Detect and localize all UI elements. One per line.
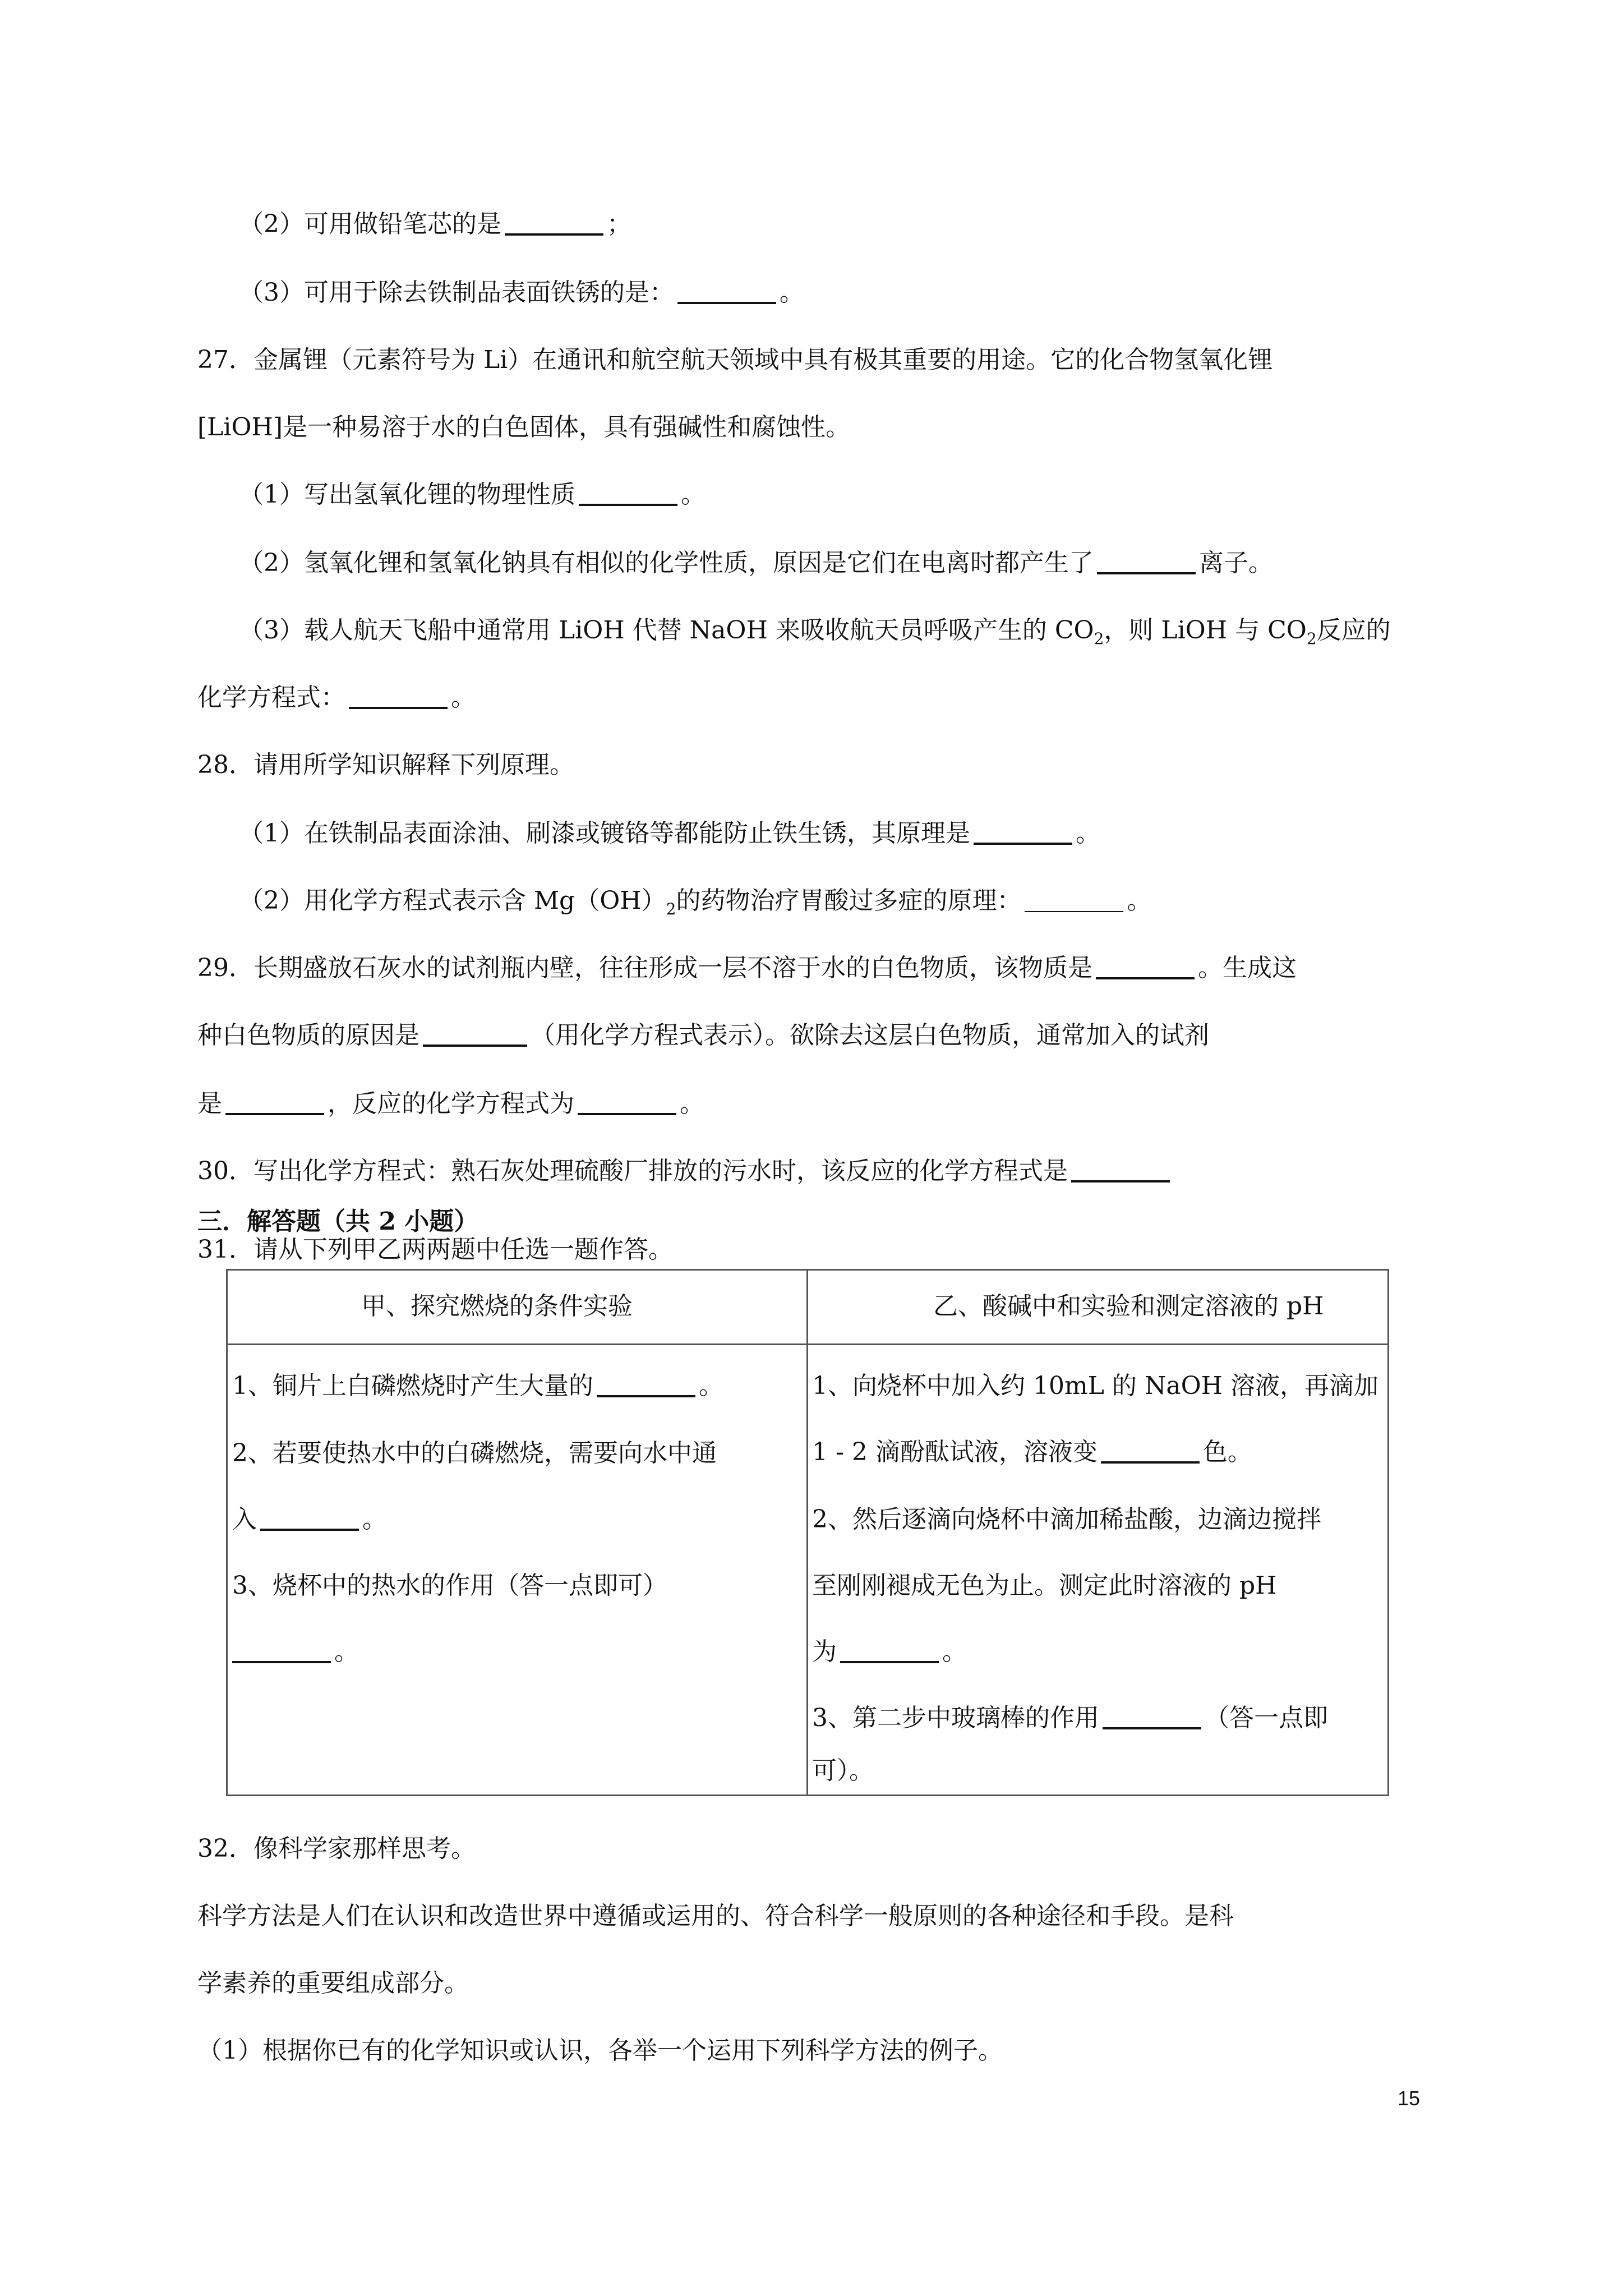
q27-part2: （2）氢氧化锂和氢氧化钠具有相似的化学性质，原因是它们在电离时都产生了 离子。 bbox=[239, 549, 1273, 577]
table-left-item1: 1、铜片上白磷燃烧时产生大量的 。 bbox=[232, 1372, 723, 1400]
page-number: 15 bbox=[1398, 2087, 1421, 2110]
answer-blank[interactable] bbox=[840, 1639, 939, 1663]
answer-blank[interactable] bbox=[260, 1506, 359, 1531]
table-right-item1: 1、向烧杯中加入约 10mL 的 NaOH 溶液，再滴加 bbox=[812, 1372, 1379, 1400]
q30-line1: 30．写出化学方程式：熟石灰处理硫酸厂排放的污水时，该反应的化学方程式是 bbox=[197, 1154, 1173, 1188]
q28-part2: （2）用化学方程式表示含 $Mg(OH)_2$的药物治疗胃酸过多症的原理： 。 bbox=[239, 886, 1152, 918]
q32-line4: （1）根据你已有的化学知识或认识，各举一个运用下列科学方法的例子。 bbox=[197, 2036, 1003, 2065]
answer-blank[interactable] bbox=[677, 279, 776, 304]
answer-blank[interactable] bbox=[225, 1091, 324, 1115]
table-right-item3-cont: 可）。 bbox=[812, 1756, 874, 1785]
answer-blank[interactable] bbox=[349, 684, 448, 709]
answer-blank[interactable] bbox=[1097, 550, 1196, 574]
table-right-item2: 2、然后逐滴向烧杯中滴加稀盐酸，边滴边搅拌 bbox=[812, 1505, 1321, 1534]
table-right-item2-cont: 至刚刚褪成无色为止。测定此时溶液的 pH bbox=[812, 1571, 1277, 1600]
q28-line1: 28．请用所学知识解释下列原理。 bbox=[197, 751, 574, 779]
choice-table bbox=[226, 1269, 1389, 1796]
table-divider bbox=[228, 1343, 1387, 1345]
q31-line1: 31．请从下列甲乙两两题中任选一题作答。 bbox=[197, 1235, 673, 1264]
table-left-item2: 2、若要使热水中的白磷燃烧，需要向水中通 bbox=[232, 1439, 717, 1467]
answer-blank[interactable] bbox=[578, 1091, 676, 1115]
section-title: 三．解答题（共 2 小题） bbox=[197, 1207, 479, 1236]
answer-blank[interactable] bbox=[423, 1022, 527, 1047]
table-left-item3-cont: 。 bbox=[232, 1635, 359, 1669]
table-right-item1-cont: 1 - 2 滴酚酞试液，溶液变 色。 bbox=[812, 1438, 1252, 1466]
answer-blank[interactable] bbox=[232, 1639, 331, 1663]
answer-blank[interactable] bbox=[1096, 955, 1195, 979]
table-left-item3: 3、烧杯中的热水的作用（答一点即可） bbox=[232, 1571, 667, 1600]
table-header-right: 乙、酸碱中和实验和测定溶液的 pH bbox=[933, 1292, 1324, 1320]
q28-part1: （1）在铁制品表面涂油、刷漆或镀铬等都能防止铁生锈，其原理是 。 bbox=[239, 819, 1100, 848]
q27-line1: 27．金属锂（元素符号为 Li）在通讯和航空航天领域中具有极其重要的用途。它的化合物氢氧化锂 bbox=[197, 346, 1273, 374]
q32-line3: 学素养的重要组成部分。 bbox=[197, 1969, 469, 1998]
q32-line1: 32．像科学家那样思考。 bbox=[197, 1834, 476, 1863]
answer-blank[interactable] bbox=[974, 820, 1072, 845]
answer-blank[interactable] bbox=[1071, 1158, 1170, 1182]
table-left-item2-cont: 入 。 bbox=[232, 1505, 387, 1534]
q27-part1: （1）写出氢氧化锂的物理性质 。 bbox=[239, 480, 706, 509]
table-right-item3: 3、第二步中玻璃棒的作用 （答一点即 bbox=[812, 1704, 1328, 1732]
answer-blank[interactable] bbox=[1025, 889, 1123, 912]
q26-part2: （2）可用做铅笔芯的是 ； bbox=[239, 210, 631, 238]
table-right-item2-cont2: 为 。 bbox=[812, 1637, 967, 1666]
q27-part3-line2: 化学方程式： 。 bbox=[197, 683, 476, 712]
table-divider bbox=[806, 1271, 808, 1795]
q32-line2: 科学方法是人们在认识和改造世界中遵循或运用的、符合科学一般原则的各种途径和手段。是科 bbox=[197, 1902, 1234, 1930]
q27-line2: [LiOH]是一种易溶于水的白色固体，具有强碱性和腐蚀性。 bbox=[197, 413, 851, 441]
answer-blank[interactable] bbox=[505, 211, 603, 236]
q29-line1: 29．长期盛放石灰水的试剂瓶内壁，往往形成一层不溶于水的白色物质，该物质是 。生成这 bbox=[197, 954, 1297, 982]
q29-line2: 种白色物质的原因是 （用化学方程式表示）。欲除去这层白色物质，通常加入的试剂 bbox=[197, 1021, 1209, 1050]
q29-line3: 是 ，反应的化学方程式为 。 bbox=[197, 1089, 704, 1118]
answer-blank[interactable] bbox=[1103, 1705, 1201, 1729]
table-header-left: 甲、探究燃烧的条件实验 bbox=[361, 1292, 633, 1320]
answer-blank[interactable] bbox=[1101, 1439, 1200, 1464]
answer-blank[interactable] bbox=[597, 1373, 695, 1397]
q26-part3: （3）可用于除去铁制品表面铁锈的是： 。 bbox=[239, 278, 804, 307]
answer-blank[interactable] bbox=[579, 481, 677, 506]
q27-part3: （3）载人航天飞船中通常用 LiOH 代替 NaOH 来吸收航天员呼吸产生的 $CO_2$，则 LiOH 与 $CO_2$反应的 bbox=[239, 616, 1391, 648]
